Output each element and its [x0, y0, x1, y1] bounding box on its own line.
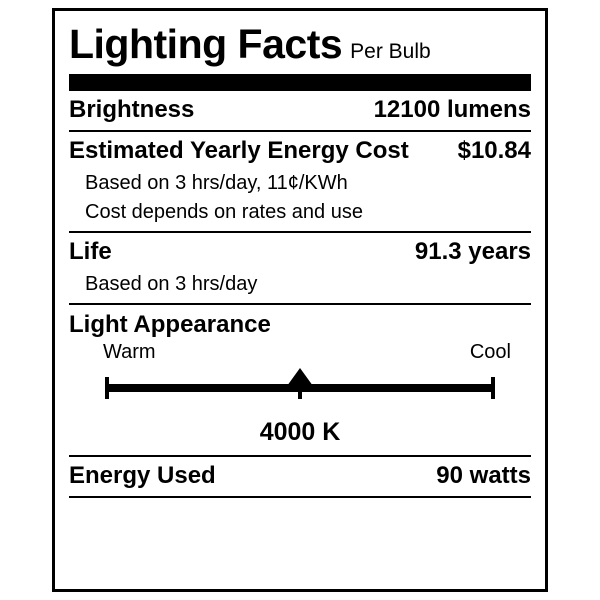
kelvin-value: 4000 K [259, 418, 341, 447]
scale-tick-left [105, 377, 109, 399]
title-main: Lighting Facts [69, 21, 343, 67]
life-label: Life [69, 238, 112, 266]
brightness-row [69, 91, 531, 130]
title-divider-bar [69, 74, 531, 91]
life-row [69, 233, 531, 272]
label-bottom-space [69, 498, 531, 578]
energy-cost-note-1: Based on 3 hrs/day, 11¢/KWh [85, 172, 348, 195]
label-inner [55, 11, 545, 578]
scale-label-warm: Warm [103, 341, 156, 364]
energy-cost-note-2: Cost depends on rates and use [85, 201, 363, 224]
energy-cost-value: $10.84 [457, 137, 531, 165]
energy-used-label: Energy Used [69, 462, 216, 490]
scale-marker-triangle-icon [287, 368, 313, 386]
brightness-value: 12100 lumens [373, 96, 531, 124]
life-note: Based on 3 hrs/day [85, 273, 258, 296]
energy-used-row [69, 457, 531, 496]
energy-cost-label: Estimated Yearly Energy Cost [69, 137, 409, 165]
life-value: 91.3 years [414, 238, 531, 266]
light-appearance-label: Light Appearance [69, 311, 271, 339]
scale-tick-right [491, 377, 495, 399]
lighting-facts-label [52, 8, 548, 592]
brightness-label: Brightness [69, 96, 195, 124]
label-title [69, 11, 531, 66]
scale-label-cool: Cool [469, 341, 511, 364]
title-sub: Per Bulb [350, 40, 431, 63]
energy-cost-row [69, 132, 531, 171]
appearance-scale [105, 370, 495, 416]
appearance-scale-labels [69, 341, 531, 366]
energy-used-value: 90 watts [436, 462, 531, 490]
